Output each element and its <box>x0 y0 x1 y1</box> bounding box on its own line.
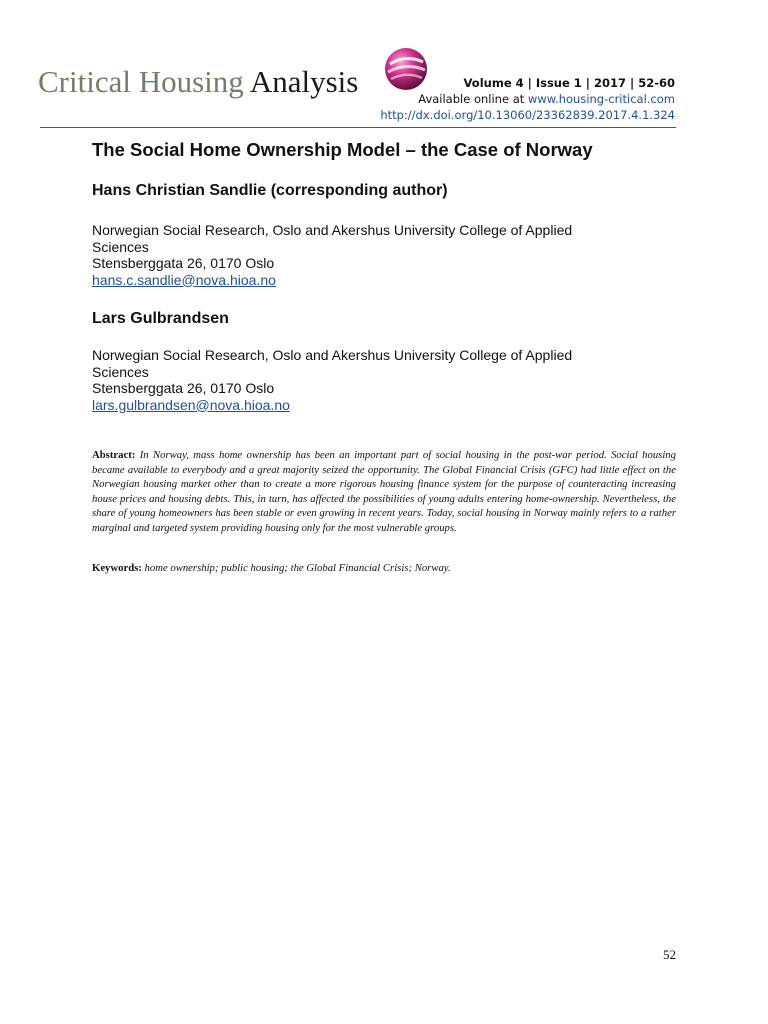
author-affiliation <box>92 347 652 413</box>
keywords-text: home ownership; public housing; the Global Financial Crisis; Norway. <box>144 562 451 574</box>
author-address: Stensberggata 26, 0170 Oslo <box>92 255 275 271</box>
journal-logo-icon <box>383 46 429 92</box>
author-address: Stensberggata 26, 0170 Oslo <box>92 380 275 396</box>
available-online-line <box>418 92 675 106</box>
affiliation-line: Norwegian Social Research, Oslo and Akershus University College of Applied <box>92 347 573 363</box>
page-number: 52 <box>663 947 676 962</box>
journal-title <box>38 66 358 97</box>
available-prefix: Available online at <box>418 92 528 106</box>
header-divider <box>40 127 676 128</box>
abstract-text: In Norway, mass home ownership has been an important part of social housing in the post-war period. Social housing became available to everybody and a great majority seized the opportunity. The Global Financial Crisis (GFC) had little effect on the Norwegian housing market other than to create a more rigorous housing finance system for the purpose of counteracting increasing house prices and housing debts. This, in turn, has affected the possibilities of young adults entering home-ownership. Nevertheless, the share of young homeowners has been stable or even growing in recent years. Today, social housing in Norway mainly refers to a rather marginal and targeted system providing housing only for the most vulnerable groups. <box>92 449 676 534</box>
author-email-link[interactable]: lars.gulbrandsen@nova.hioa.no <box>92 396 290 413</box>
affiliation-line: Sciences <box>92 238 149 255</box>
author-email-link[interactable]: hans.c.sandlie@nova.hioa.no <box>92 271 276 288</box>
article-title: The Social Home Ownership Model – the Case of Norway <box>92 139 593 160</box>
keywords <box>92 561 676 575</box>
abstract <box>92 448 676 536</box>
author-affiliation <box>92 222 652 288</box>
doi-link[interactable]: http://dx.doi.org/10.13060/23362839.2017.4.1.324 <box>380 108 675 122</box>
affiliation-line: Sciences <box>92 363 149 380</box>
keywords-label: Keywords: <box>92 562 142 574</box>
journal-title-dark: Analysis <box>249 64 359 99</box>
author-name: Hans Christian Sandlie (corresponding author) <box>92 182 448 199</box>
author-name: Lars Gulbrandsen <box>92 310 229 327</box>
affiliation-line: Norwegian Social Research, Oslo and Akershus University College of Applied <box>92 222 573 238</box>
website-link[interactable]: www.housing-critical.com <box>527 92 675 106</box>
journal-title-light: Critical Housing <box>38 64 244 99</box>
abstract-label: Abstract: <box>92 449 136 461</box>
volume-issue-line: Volume 4 | Issue 1 | 2017 | 52-60 <box>463 76 675 90</box>
